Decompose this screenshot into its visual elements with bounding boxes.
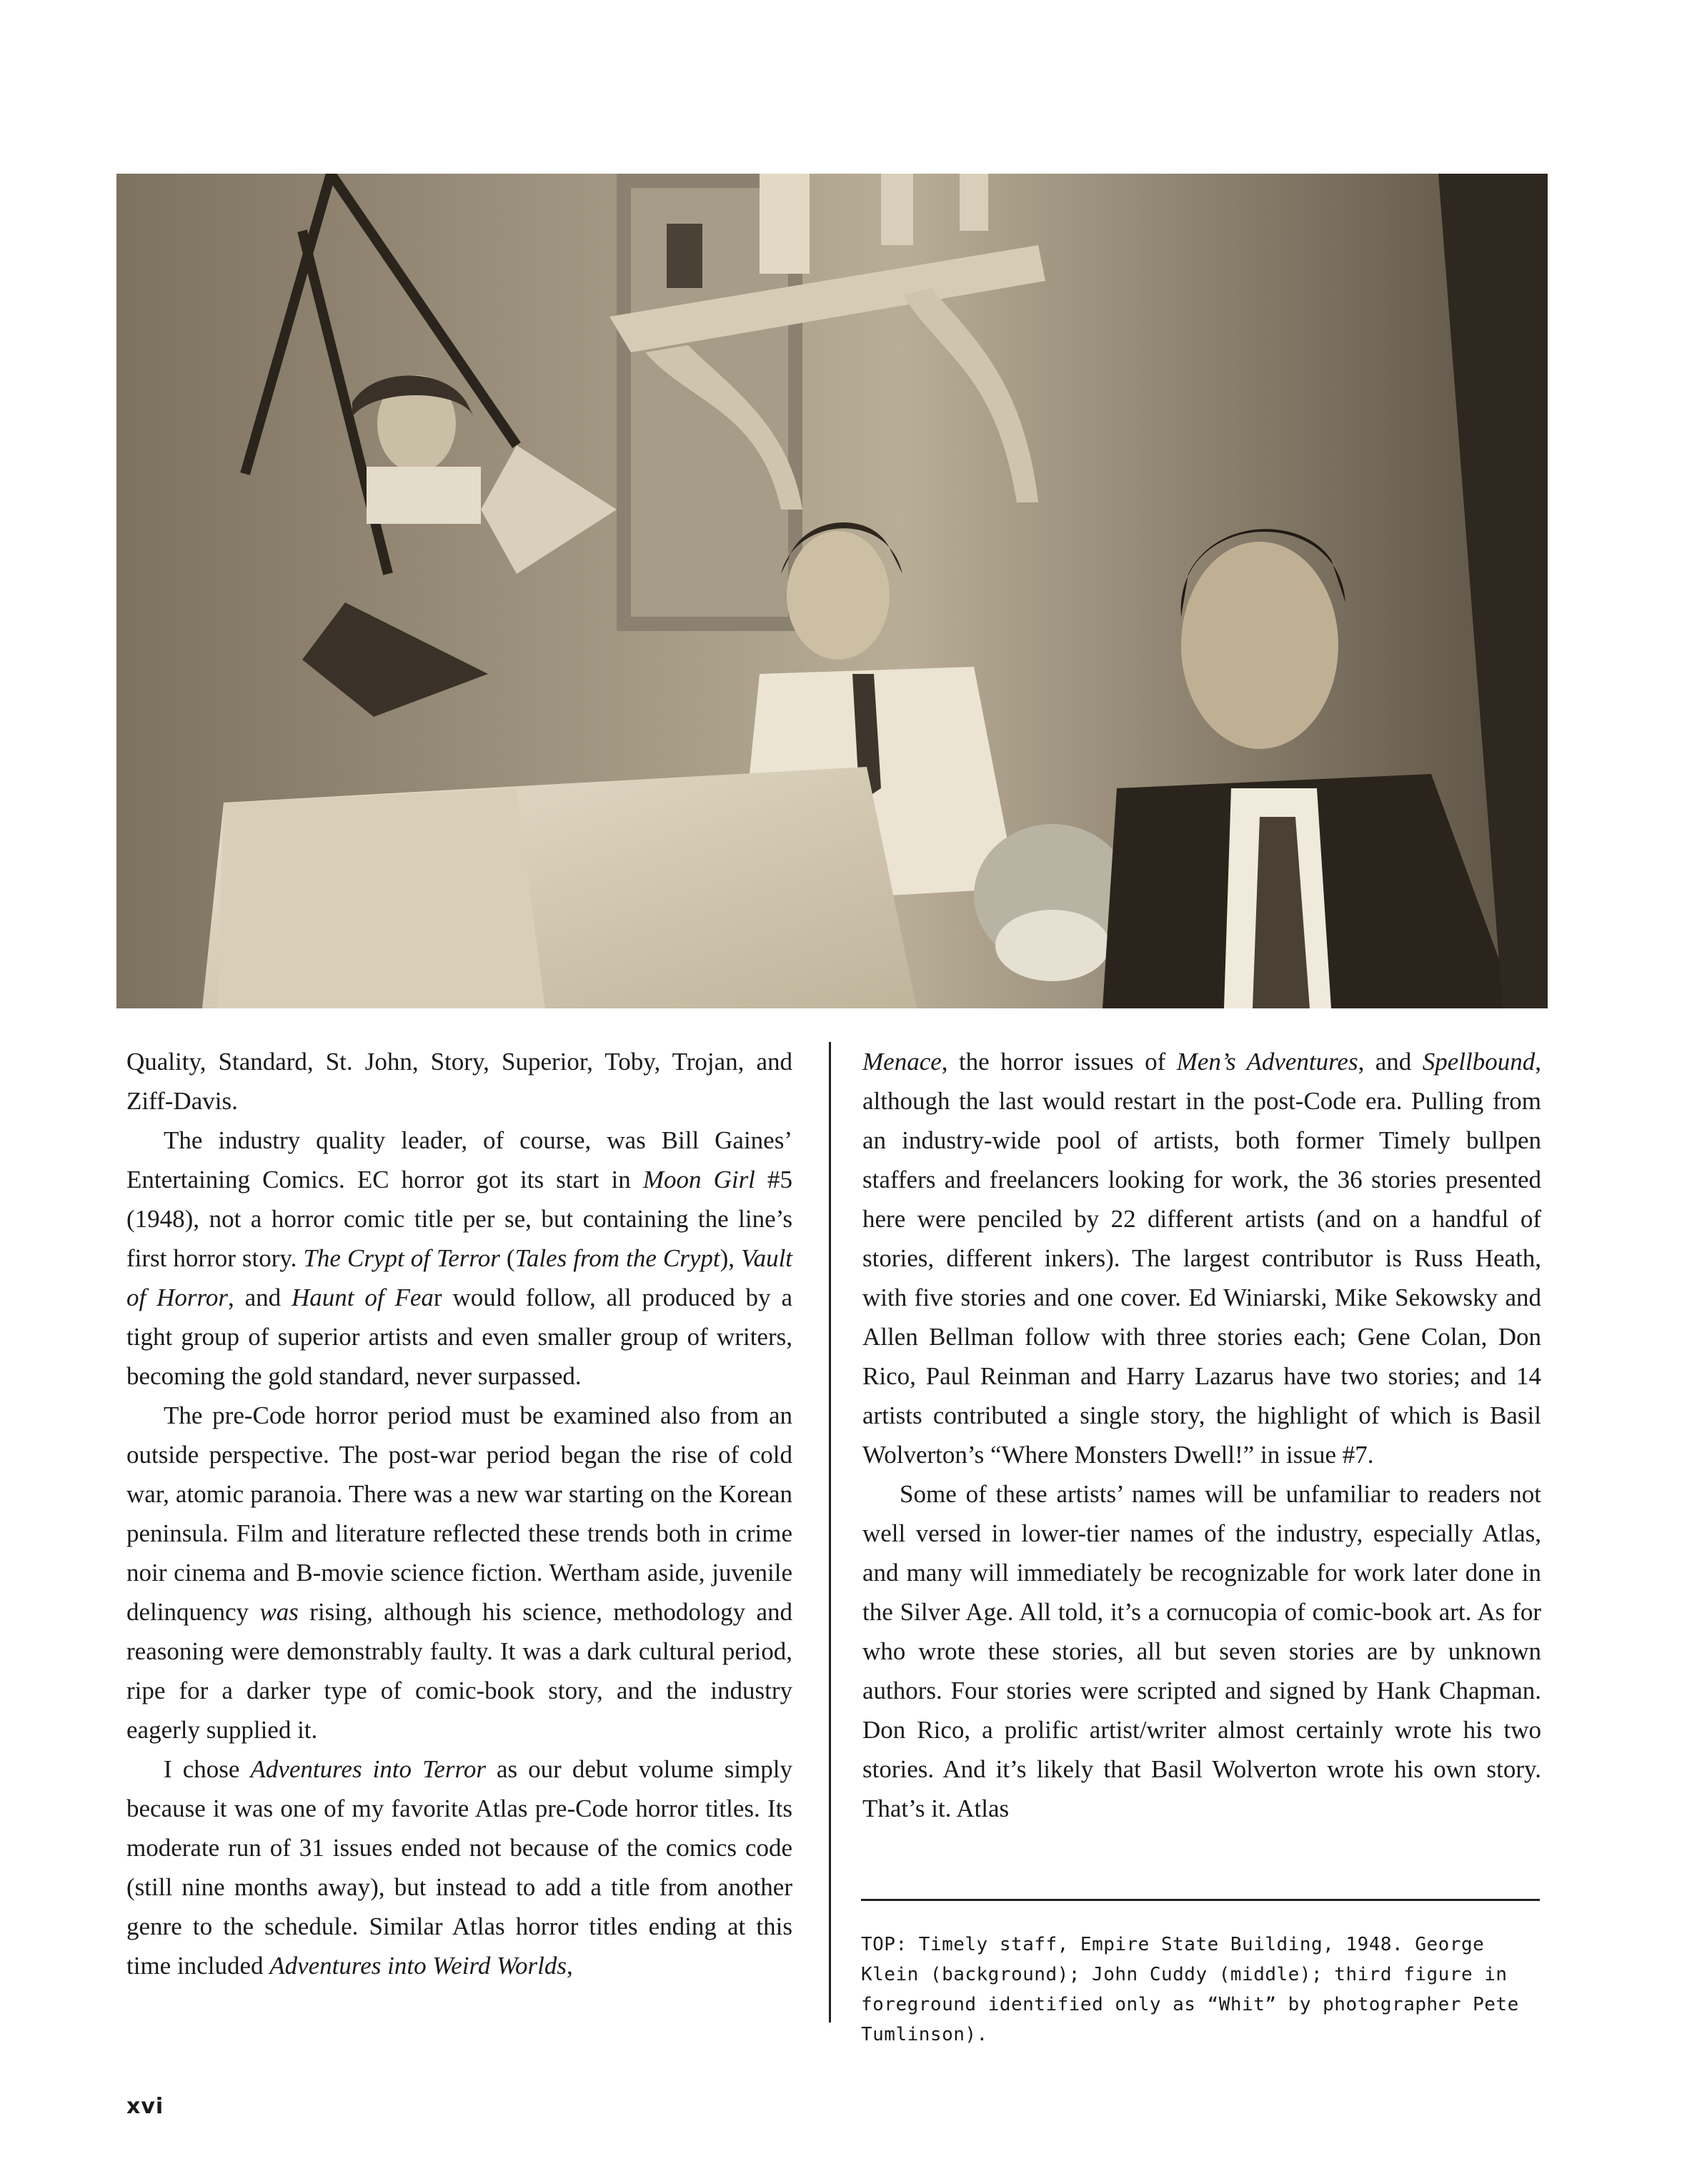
italic-title: Haunt of Fea (292, 1284, 434, 1311)
caption-rule (861, 1899, 1540, 1901)
paragraph: The industry quality leader, of course, was Bill Gaines’ Entertaining Comics. EC horror got its start in Moon Girl #5 (1948), not a horror comic title per se, but containing the line’s first horror story. The Crypt of Terror (Tales from the Crypt), Vault of Horror, and Haunt of Fear would follow, all produced by a tight group of superior artists and even smaller group of writers, becoming the gold standard, never surpassed. (126, 1126, 793, 1390)
jar (960, 174, 988, 231)
paragraph: Some of these artists’ names will be unfamiliar to readers not well versed in lower-tier names of the industry, especially Atlas, and many will immediately be recognizable for work later done in the Silver Age. All told, it’s a cornucopia of comic-book art. As for who wrote these stories, all but seven stories are by unknown authors. Four stories were scripted and signed by Hank Chapman. Don Rico, a prolific artist/writer almost certainly wrote his two stories. And it’s likely that Basil Wolverton wrote his own story. That’s it. Atlas (862, 1480, 1541, 1822)
italic-title: Vault of Horror (126, 1244, 793, 1311)
right-column (862, 1042, 1541, 1828)
jar (881, 174, 913, 245)
paper-sheet (217, 788, 545, 1008)
italic-title: Adventures into Weird Worlds (269, 1952, 567, 1980)
cup (995, 910, 1110, 981)
italic-title: Adventures into Terror (250, 1755, 486, 1783)
paragraph: The pre-Code horror period must be examined also from an outside perspective. The post-war period began the rise of cold war, atomic paranoia. There was a new war starting on the Korean peninsula. Film and literature reflected these trends both in crime noir cinema and B-movie science fiction. Wertham aside, juvenile delinquency was rising, although his science, methodology and reasoning were demonstrably faulty. It was a dark cultural period, ripe for a darker type of comic-book story, and the industry eagerly supplied it. (126, 1401, 792, 1744)
italic-title: was (259, 1598, 299, 1626)
photo-caption: TOP: Timely staff, Empire State Building, 1948. George Klein (background); John Cuddy (middle); third figure in foreground identified only as “Whit” by photographer Pete Tumlinson). (861, 1934, 1519, 2045)
italic-title: Tales from the Crypt (514, 1244, 720, 1272)
jar (760, 174, 810, 274)
italic-title: The Crypt of Terror (303, 1244, 500, 1272)
figure-background-shirt (367, 467, 481, 524)
figure-foreground-head (1181, 542, 1338, 749)
figure-middle-head (787, 531, 890, 660)
paragraph: Menace, the horror issues of Men’s Adventures, and Spellbound, although the last would restart in the post-Code era. Pulling from an industry-wide pool of artists, both former Timely bullpen staffers and freelancers looking for work, the 36 stories presented here were penciled by 22 different artists (and on a handful of stories, different inkers). The largest contributor is Russ Heath, with five stories and one cover. Ed Winiarski, Mike Sekowsky and Allen Bellman follow with three stories each; Gene Colan, Don Rico, Paul Reinman and Harry Lazarus have two stories; and 14 artists contributed a single story, the highlight of which is Basil Wolverton’s “Where Monsters Dwell!” in issue #7. (862, 1048, 1541, 1469)
left-column (126, 1042, 792, 1985)
paragraph: I chose Adventures into Terror as our debut volume simply because it was one of my favorite Atlas pre-Code horror titles. Its moderate run of 31 issues ended not because of the comics code (still nine months away), but instead to add a title from another genre to the schedule. Similar Atlas horror titles ending at this time included Adventures into Weird Worlds, (126, 1755, 792, 1980)
paragraph: Quality, Standard, St. John, Story, Superior, Toby, Trojan, and Ziff-Davis. (126, 1048, 792, 1115)
italic-title: Men’s Adventures (1176, 1048, 1358, 1076)
jar (667, 224, 702, 288)
column-divider (829, 1042, 831, 2022)
page-number: xvi (126, 2094, 164, 2119)
photo-illustration (116, 174, 1548, 1008)
staff-photograph (116, 174, 1548, 1008)
italic-title: Spellbound (1422, 1048, 1536, 1076)
italic-title: Menace (862, 1048, 942, 1076)
italic-title: Moon Girl (642, 1166, 755, 1193)
